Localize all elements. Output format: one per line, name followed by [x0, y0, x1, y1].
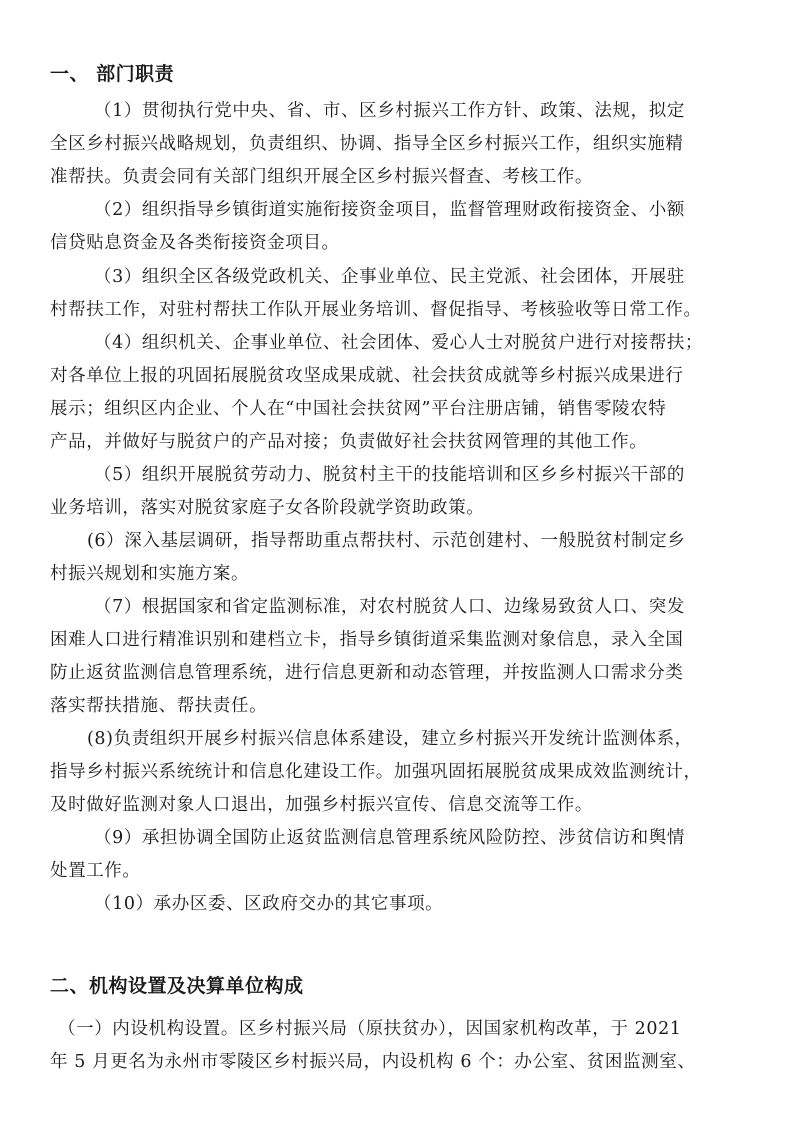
paragraph-line: 指导乡村振兴系统统计和信息化建设工作。加强巩固拓展脱贫成果成效监测统计， — [50, 762, 702, 782]
paragraph-line: 处置工作。 — [50, 861, 141, 881]
paragraph-line: （10）承办区委、区政府交办的其它事项。 — [94, 894, 444, 914]
paragraph-line: 落实帮扶措施、帮扶责任。 — [50, 696, 268, 716]
paragraph-line: 全区乡村振兴战略规划，负责组织、协调、指导全区乡村振兴工作，组织实施精 — [50, 134, 684, 154]
paragraph-line: 业务培训，落实对脱贫家庭子女各阶段就学资助政策。 — [50, 498, 485, 518]
paragraph-line: 防止返贫监测信息管理系统，进行信息更新和动态管理，并按监测人口需求分类 — [50, 663, 684, 683]
paragraph-line: 准帮扶。负责会同有关部门组织开展全区乡村振兴督查、考核工作。 — [50, 167, 593, 187]
paragraph-line: (8)负责组织开展乡村振兴信息体系建设，建立乡村振兴开发统计监测体系， — [87, 729, 693, 749]
paragraph-line: 村帮扶工作，对驻村帮扶工作队开展业务培训、督促指导、考核验收等日常工作。 — [50, 300, 702, 320]
section-heading-dept-duties: 一、 部门职责 — [50, 63, 175, 85]
paragraph-line: （4）组织机关、企事业单位、社会团体、爱心人士对脱贫户进行对接帮扶； — [94, 333, 704, 353]
paragraph-line: 产品，并做好与脱贫户的产品对接；负责做好社会扶贫网管理的其他工作。 — [50, 432, 648, 452]
paragraph-line: （一）内设机构设置。区乡村振兴局（原扶贫办），因国家机构改革，于 2021 — [58, 1019, 682, 1039]
paragraph-line: （5）组织开展脱贫劳动力、脱贫村主干的技能培训和区乡乡村振兴干部的 — [94, 465, 685, 485]
paragraph-line: 对各单位上报的巩固拓展脱贫攻坚成果成就、社会扶贫成就等乡村振兴成果进行 — [50, 366, 684, 386]
paragraph-line: 村振兴规划和实施方案。 — [50, 564, 250, 584]
paragraph-line: （9）承担协调全国防止返贫监测信息管理系统风险防控、涉贫信访和舆情 — [94, 828, 685, 848]
paragraph-line: 困难人口进行精准识别和建档立卡，指导乡镇街道采集监测对象信息，录入全国 — [50, 630, 684, 650]
paragraph-line: （7）根据国家和省定监测标准，对农村脱贫人口、边缘易致贫人口、突发 — [94, 597, 685, 617]
paragraph-line: （2）组织指导乡镇街道实施衔接资金项目，监督管理财政衔接资金、小额 — [94, 200, 685, 220]
section-heading-org-structure: 二、机构设置及决算单位构成 — [50, 975, 304, 997]
paragraph-line: 展示；组织区内企业、个人在“中国社会扶贫网”平台注册店铺，销售零陵农特 — [50, 399, 667, 419]
paragraph-line: （1）贯彻执行党中央、省、市、区乡村振兴工作方针、政策、法规，拟定 — [94, 101, 685, 121]
paragraph-line: 及时做好监测对象人口退出，加强乡村振兴宣传、信息交流等工作。 — [50, 795, 593, 815]
paragraph-line: 年 5 月更名为永州市零陵区乡村振兴局，内设机构 6 个：办公室、贫困监测室、 — [50, 1052, 696, 1072]
paragraph-line: 信贷贴息资金及各类衔接资金项目。 — [50, 233, 340, 253]
paragraph-line: （3）组织全区各级党政机关、企事业单位、民主党派、社会团体，开展驻 — [94, 267, 685, 287]
paragraph-line: (6）深入基层调研，指导帮助重点帮扶村、示范创建村、一般脱贫村制定乡 — [87, 531, 686, 551]
